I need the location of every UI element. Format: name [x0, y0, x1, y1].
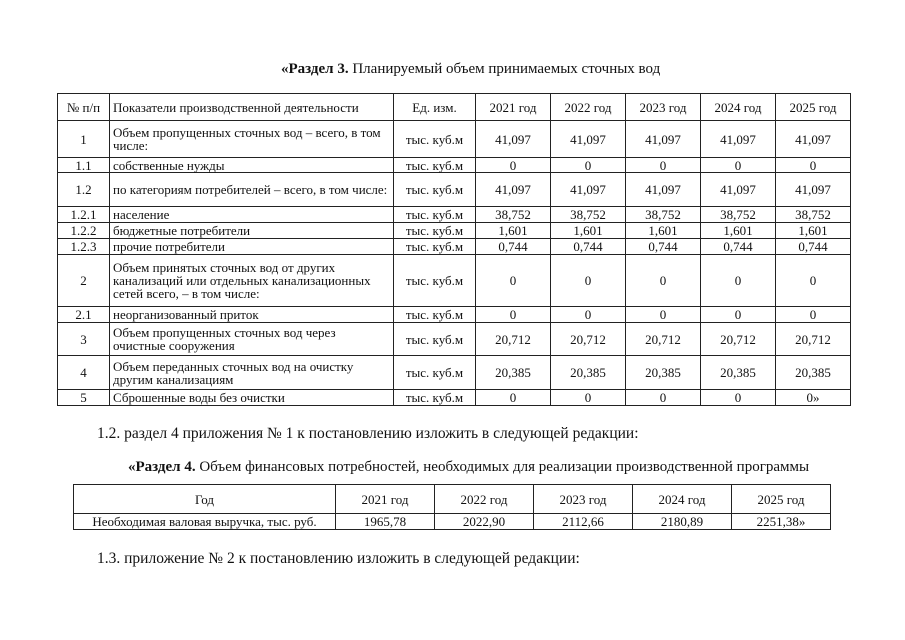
row-number: 2.1: [58, 307, 110, 323]
row-value: 0: [476, 390, 551, 406]
row-value: 41,097: [551, 121, 626, 158]
row-value: 38,752: [776, 207, 851, 223]
section3-header-row: [58, 94, 851, 121]
row-value: 0: [776, 158, 851, 173]
row-value: 0: [701, 390, 776, 406]
row-value: 0: [626, 307, 701, 323]
row-number: 1.2.2: [58, 223, 110, 239]
row-value: 0: [551, 390, 626, 406]
section4-prefix: «Раздел 4.: [128, 459, 196, 475]
row-unit: тыс. куб.м: [394, 121, 476, 158]
table-row: [58, 158, 851, 173]
row-indicator: население: [110, 207, 394, 223]
row-value: 20,712: [476, 323, 551, 356]
section4-header-cell: 2023 год: [534, 485, 633, 514]
revenue-value: 2022,90: [435, 514, 534, 530]
row-value: 0: [551, 158, 626, 173]
row-value: 0: [701, 255, 776, 307]
section4-header-cell: 2021 год: [336, 485, 435, 514]
row-value: 20,385: [551, 356, 626, 390]
row-value: 0: [476, 255, 551, 307]
row-value: 20,712: [701, 323, 776, 356]
row-indicator: неорганизованный приток: [110, 307, 394, 323]
row-unit: тыс. куб.м: [394, 173, 476, 207]
row-indicator: Объем пропущенных сточных вод через очистные сооружения: [110, 323, 394, 356]
table-row: [58, 121, 851, 158]
row-unit: тыс. куб.м: [394, 307, 476, 323]
section3-title: Планируемый объем принимаемых сточных вод: [348, 61, 661, 77]
row-value: 1,601: [476, 223, 551, 239]
row-value: 41,097: [701, 121, 776, 158]
table-row: [58, 207, 851, 223]
row-value: 0: [701, 158, 776, 173]
row-value: 0: [476, 158, 551, 173]
section3-header-cell: 2025 год: [776, 94, 851, 121]
row-number: 1: [58, 121, 110, 158]
row-indicator: бюджетные потребители: [110, 223, 394, 239]
row-indicator: по категориям потребителей – всего, в том числе:: [110, 173, 394, 207]
paragraph-1-2: 1.2. раздел 4 приложения № 1 к постановлению изложить в следующей редакции:: [97, 425, 639, 442]
row-unit: тыс. куб.м: [394, 323, 476, 356]
row-value: 38,752: [551, 207, 626, 223]
row-indicator: Объем принятых сточных вод от других канализаций или отдельных канализационных сетей всего, – в том числе:: [110, 255, 394, 307]
row-indicator: собственные нужды: [110, 158, 394, 173]
row-value: 41,097: [551, 173, 626, 207]
row-value: 0: [701, 307, 776, 323]
revenue-label: Необходимая валовая выручка, тыс. руб.: [74, 514, 336, 530]
row-unit: тыс. куб.м: [394, 223, 476, 239]
row-unit: тыс. куб.м: [394, 255, 476, 307]
row-value: 20,712: [551, 323, 626, 356]
section4-title: Объем финансовых потребностей, необходимых для реализации производственной программы: [195, 459, 810, 475]
row-unit: тыс. куб.м: [394, 207, 476, 223]
row-value: 0,744: [626, 239, 701, 255]
row-value: 1,601: [626, 223, 701, 239]
section4-table: [73, 484, 831, 530]
section4-header-cell: 2025 год: [732, 485, 831, 514]
row-number: 1.1: [58, 158, 110, 173]
row-value: 41,097: [626, 121, 701, 158]
row-value: 41,097: [701, 173, 776, 207]
row-unit: тыс. куб.м: [394, 239, 476, 255]
table-row: [58, 307, 851, 323]
row-value: 20,712: [626, 323, 701, 356]
section3-table: [57, 93, 851, 406]
table-row: [58, 390, 851, 406]
row-value: 0: [776, 255, 851, 307]
section4-header-cell: 2024 год: [633, 485, 732, 514]
row-value: 41,097: [476, 173, 551, 207]
row-value: 38,752: [626, 207, 701, 223]
row-value: 20,385: [476, 356, 551, 390]
row-value: 0: [626, 158, 701, 173]
section4-header-cell: Год: [74, 485, 336, 514]
row-indicator: Объем пропущенных сточных вод – всего, в том числе:: [110, 121, 394, 158]
section3-header-cell: 2023 год: [626, 94, 701, 121]
row-value: 41,097: [776, 173, 851, 207]
row-value: 0: [776, 307, 851, 323]
row-value: 1,601: [551, 223, 626, 239]
row-value: 38,752: [701, 207, 776, 223]
row-value: 0: [626, 390, 701, 406]
revenue-value: 2112,66: [534, 514, 633, 530]
table-row: [58, 255, 851, 307]
row-value: 0: [551, 307, 626, 323]
row-number: 1.2.3: [58, 239, 110, 255]
table-row: [58, 173, 851, 207]
row-value: 0,744: [551, 239, 626, 255]
row-number: 3: [58, 323, 110, 356]
revenue-value: 2251,38»: [732, 514, 831, 530]
section4-header-row: [74, 485, 831, 514]
section3-header-cell: № п/п: [58, 94, 110, 121]
section3-header-cell: Показатели производственной деятельности: [110, 94, 394, 121]
revenue-value: 2180,89: [633, 514, 732, 530]
row-value: 0»: [776, 390, 851, 406]
row-value: 0,744: [476, 239, 551, 255]
row-value: 0: [626, 255, 701, 307]
row-number: 5: [58, 390, 110, 406]
row-value: 1,601: [701, 223, 776, 239]
section3-header-cell: 2024 год: [701, 94, 776, 121]
row-unit: тыс. куб.м: [394, 356, 476, 390]
paragraph-1-3: 1.3. приложение № 2 к постановлению изложить в следующей редакции:: [97, 550, 580, 567]
section4-heading: [128, 459, 809, 476]
section3-header-cell: Ед. изм.: [394, 94, 476, 121]
row-value: 41,097: [476, 121, 551, 158]
row-unit: тыс. куб.м: [394, 158, 476, 173]
row-number: 4: [58, 356, 110, 390]
row-value: 0,744: [701, 239, 776, 255]
row-value: 20,712: [776, 323, 851, 356]
table-row: [58, 239, 851, 255]
table-row: [58, 323, 851, 356]
row-indicator: Сброшенные воды без очистки: [110, 390, 394, 406]
section3-header-cell: 2022 год: [551, 94, 626, 121]
row-unit: тыс. куб.м: [394, 390, 476, 406]
row-value: 0: [551, 255, 626, 307]
row-value: 20,385: [776, 356, 851, 390]
row-indicator: Объем переданных сточных вод на очистку другим канализациям: [110, 356, 394, 390]
row-value: 0: [476, 307, 551, 323]
section3-prefix: «Раздел 3.: [281, 61, 349, 77]
row-value: 38,752: [476, 207, 551, 223]
row-value: 20,385: [626, 356, 701, 390]
row-value: 20,385: [701, 356, 776, 390]
table-row: [74, 514, 831, 530]
table-row: [58, 223, 851, 239]
row-number: 2: [58, 255, 110, 307]
row-value: 41,097: [626, 173, 701, 207]
row-number: 1.2.1: [58, 207, 110, 223]
table-row: [58, 356, 851, 390]
row-indicator: прочие потребители: [110, 239, 394, 255]
section3-heading: [281, 61, 660, 78]
revenue-value: 1965,78: [336, 514, 435, 530]
section3-header-cell: 2021 год: [476, 94, 551, 121]
section4-header-cell: 2022 год: [435, 485, 534, 514]
row-number: 1.2: [58, 173, 110, 207]
row-value: 1,601: [776, 223, 851, 239]
row-value: 41,097: [776, 121, 851, 158]
row-value: 0,744: [776, 239, 851, 255]
